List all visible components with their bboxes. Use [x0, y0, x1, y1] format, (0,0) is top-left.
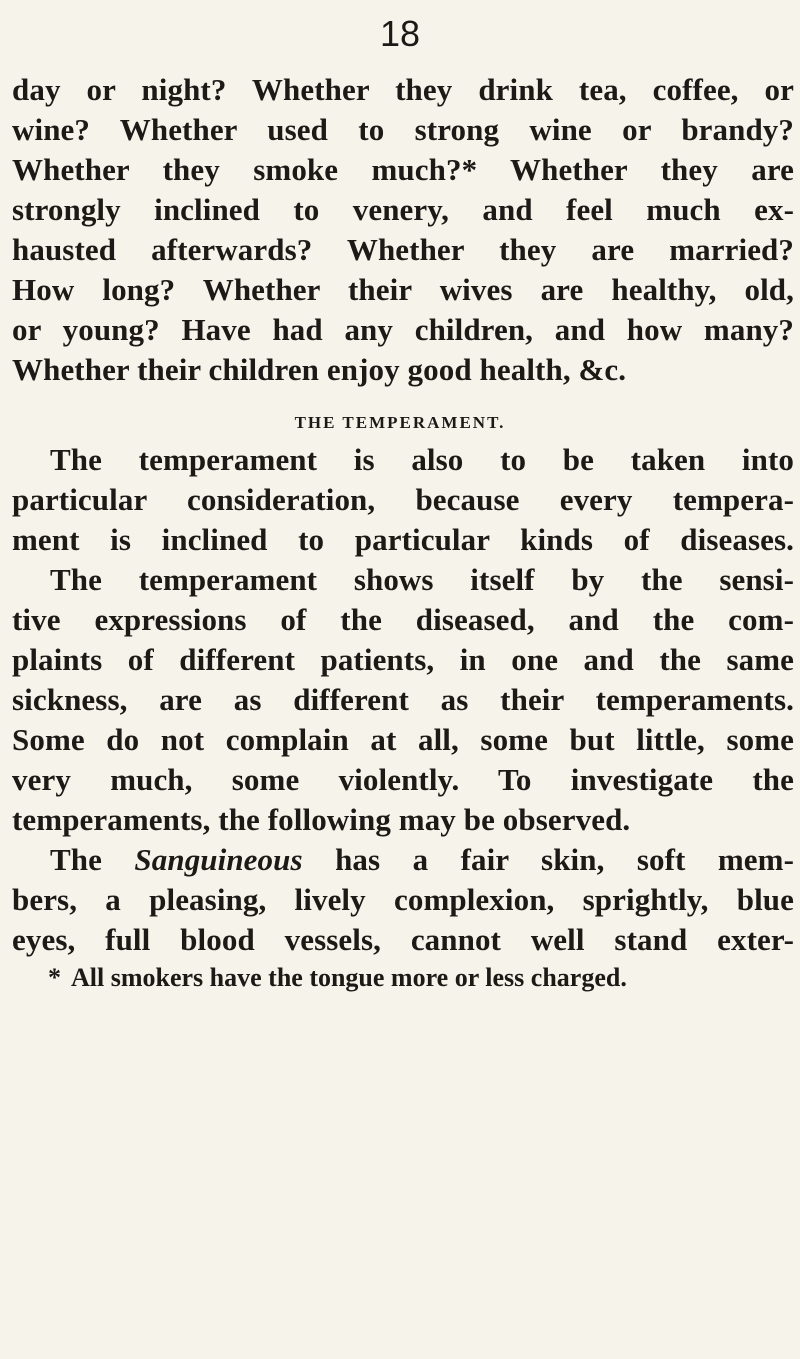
text-line: Whether their children enjoy good health, &c.: [12, 352, 627, 387]
text-line: tive expressions of the diseased, and the com-: [12, 602, 794, 637]
footnote-text: All smokers have the tongue more or less charged.: [71, 963, 627, 992]
text-line: temperaments, the following may be observed.: [12, 802, 631, 837]
text-line: plaints of different patients, in one and the same: [12, 642, 794, 677]
text-line: [50, 840, 794, 880]
footnote: [48, 962, 794, 994]
text-line: How long? Whether their wives are healthy, old,: [12, 272, 794, 307]
text-line: strongly inclined to venery, and feel much ex-: [12, 192, 794, 227]
line-rest: has a fair skin, soft mem-: [335, 842, 795, 877]
text-line: ment is inclined to particular kinds of diseases.: [12, 522, 794, 557]
text-line: wine? Whether used to strong wine or brandy?: [12, 112, 794, 147]
text-line: Whether they smoke much?* Whether they are: [12, 152, 794, 187]
text-line: Some do not complain at all, some but little, some: [12, 722, 794, 757]
text-line: The temperament is also to be taken into: [50, 442, 794, 477]
text-line: or young? Have had any children, and how many?: [12, 312, 794, 347]
text-line: hausted afterwards? Whether they are married?: [12, 232, 794, 267]
text-line: eyes, full blood vessels, cannot well stand exter-: [12, 922, 794, 957]
section-heading: THE TEMPERAMENT.: [294, 413, 506, 432]
italic-term: Sanguineous: [134, 842, 303, 877]
text-line: very much, some violently. To investigate the: [12, 762, 794, 797]
text-line: The temperament shows itself by the sensi-: [50, 562, 794, 597]
text-line: bers, a pleasing, lively complexion, sprightly, blue: [12, 882, 794, 917]
lead-in-word: The: [50, 842, 102, 877]
text-line: sickness, are as different as their temperaments.: [12, 682, 794, 717]
footnote-mark: *: [48, 963, 61, 992]
page-number: 18: [379, 13, 421, 54]
text-line: particular consideration, because every tempera-: [12, 482, 794, 517]
text-line: day or night? Whether they drink tea, coffee, or: [12, 72, 794, 107]
